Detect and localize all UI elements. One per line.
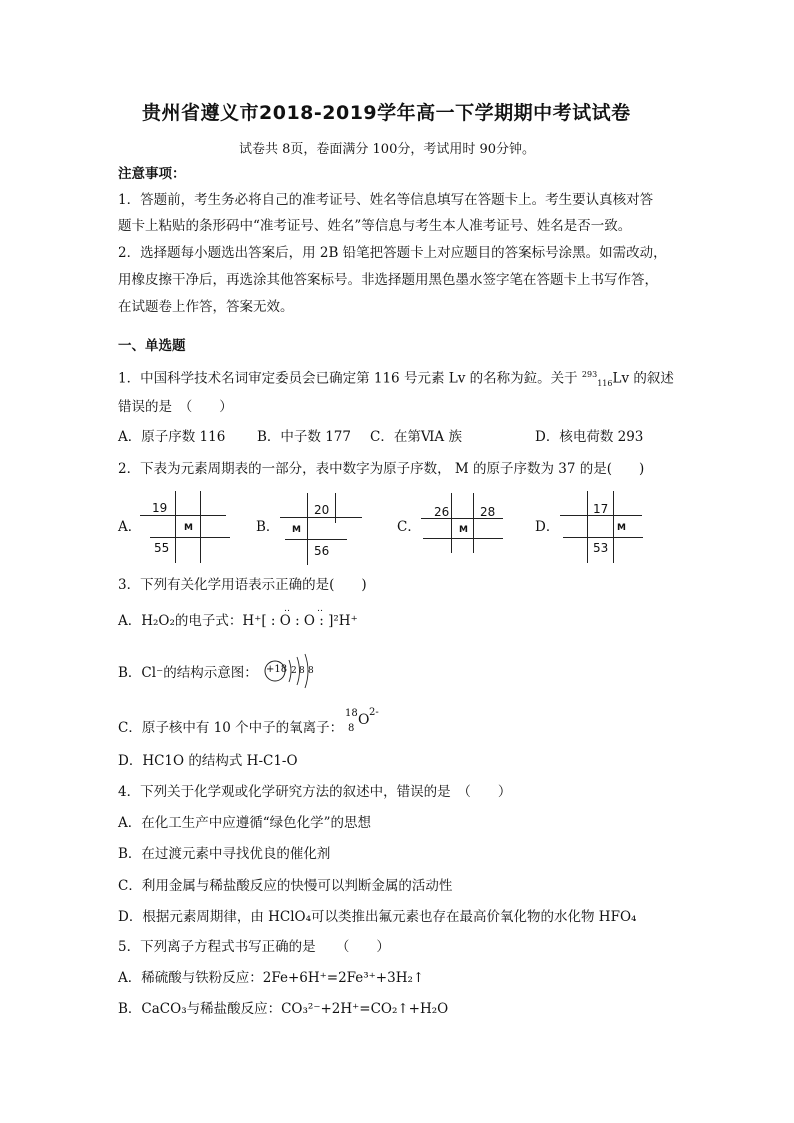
q2-a-bottom-number: 55 <box>154 541 170 555</box>
q1-element-glyph: 鉝 <box>523 370 538 387</box>
q2-option-c-label: C． <box>397 519 421 535</box>
q2-d-m-marker: M <box>617 523 626 533</box>
q4-option-c: C．利用金属与稀盐酸反应的快慢可以判断金属的活动性 <box>118 878 453 894</box>
q2-option-a-table <box>140 491 230 563</box>
q3-option-a <box>118 612 358 630</box>
q3-stem: 3．下列有关化学用语表示正确的是( ) <box>118 577 367 593</box>
exam-info: 试卷共 8页，卷面满分 100分，考试用时 90分钟。 <box>239 142 536 157</box>
q1-stem-part-b: 。关于 <box>537 370 582 387</box>
q2-d-bottom-number: 53 <box>593 541 609 555</box>
q2-option-a-label: A． <box>118 519 142 535</box>
nucleus-charge: +18 <box>266 664 288 675</box>
q1-option-a: A．原子序数 116 <box>118 429 226 445</box>
q2-option-d-table <box>560 491 645 563</box>
notice-item-2-line-1: 2．选择题每小题选出答案后，用 2B 铅笔把答题卡上对应题目的答案标号涂黑。如需改动， <box>118 245 667 261</box>
q2-b-m-marker: M <box>292 525 301 535</box>
q2-d-top-number: 17 <box>593 502 609 516</box>
q2-stem: 2．下表为元素周期表的一部分，表中数字为原子序数， M 的原子序数为 37 的是( ) <box>118 461 645 477</box>
q5-option-b: B．CaCO₃与稀盐酸反应：CO₃²⁻+2H⁺=CO₂↑+H₂O <box>118 1001 449 1017</box>
shell-3-electrons: 8 <box>308 666 314 676</box>
q1-element-symbol: Lv <box>612 370 630 387</box>
notice-item-2-line-3: 在试题卷上作答，答案无效。 <box>118 299 294 315</box>
q2-option-c-table <box>421 493 506 555</box>
q1-option-c: C．在第ⅥA 族 <box>370 429 462 445</box>
q2-a-m-marker: M <box>184 523 193 533</box>
q5-stem: 5．下列离子方程式书写正确的是 （ ） <box>118 939 390 955</box>
q5-option-a: A．稀硫酸与铁粉反应：2Fe+6H⁺=2Fe³⁺+3H₂↑ <box>118 970 425 986</box>
q3-option-d: D．HC1O 的结构式 H-C1-O <box>118 753 298 769</box>
q2-option-d-label: D． <box>535 519 560 535</box>
q1-mass-number: 293 <box>581 370 598 379</box>
page-title: 贵州省遵义市2018-2019学年高一下学期期中考试试卷 <box>142 102 631 124</box>
q4-option-d: D．根据元素周期律，由 HClO₄可以类推出氟元素也存在最高价氧化物的水化物 HFO₄ <box>118 909 637 925</box>
q2-option-b-table <box>280 493 365 565</box>
notice-heading: 注意事项： <box>118 166 186 182</box>
q2-b-bottom-number: 56 <box>314 544 330 558</box>
notice-item-1-line-1: 1．答题前，考生务必将自己的准考证号、姓名等信息填写在答题卡上。考生要认真核对答 <box>118 192 654 208</box>
q3-h2o2-electron-formula: H⁺[ : O : O : ]²H⁺ <box>242 613 358 629</box>
oxygen-symbol: O <box>358 712 370 728</box>
q4-option-a: A．在化工生产中应遵循“绿色化学”的思想 <box>118 815 372 831</box>
q4-option-b: B．在过渡元素中寻找优良的催化剂 <box>118 846 331 862</box>
q2-c-left-number: 26 <box>434 505 450 519</box>
q2-c-m-marker: M <box>459 525 468 535</box>
oxygen-atomic-number: 8 <box>348 723 355 734</box>
q1-stem-line-1 <box>118 366 674 393</box>
notice-item-1-line-2: 题卡上粘贴的条形码中“准考证号、姓名”等信息与考生本人准考证号、姓名是否一致。 <box>118 218 632 234</box>
q3-option-a-prefix: A．H₂O₂的电子式： <box>118 613 243 629</box>
oxygen-ion-charge: 2- <box>369 707 379 718</box>
cl-ion-structure-diagram <box>262 652 322 692</box>
q2-a-top-number: 19 <box>152 501 168 515</box>
section-heading: 一、单选题 <box>118 338 186 354</box>
q2-b-top-number: 20 <box>314 503 330 517</box>
electron-dots-top: ‥‥ <box>284 604 351 614</box>
shell-2-electrons: 8 <box>299 666 305 676</box>
q1-option-d: D．核电荷数 293 <box>535 429 644 445</box>
notice-item-2-line-2: 用橡皮擦干净后，再选涂其他答案标号。非选择题用黑色墨水签字笔在答题卡上书写作答， <box>118 272 658 288</box>
q1-stem-part-c: 的叙述 <box>629 370 674 387</box>
q2-c-right-number: 28 <box>480 505 496 519</box>
oxygen-mass-number: 18 <box>345 708 358 719</box>
q3-option-c-prefix: C．原子核中有 10 个中子的氧离子： <box>118 720 344 736</box>
shell-1-electrons: 2 <box>291 666 297 676</box>
q1-stem-part-a: 1．中国科学技术名词审定委员会已确定第 116 号元素 Lv 的名称为 <box>118 370 524 387</box>
q2-option-b-label: B． <box>256 519 280 535</box>
q1-option-b: B．中子数 177 <box>257 429 351 445</box>
q3-option-b-prefix: B．Cl⁻的结构示意图： <box>118 665 258 681</box>
q1-stem-line-2: 错误的是 （ ） <box>118 399 233 415</box>
q1-atomic-number: 116 <box>597 379 613 389</box>
q4-stem: 4．下列关于化学观或化学研究方法的叙述中，错误的是 （ ） <box>118 784 512 800</box>
